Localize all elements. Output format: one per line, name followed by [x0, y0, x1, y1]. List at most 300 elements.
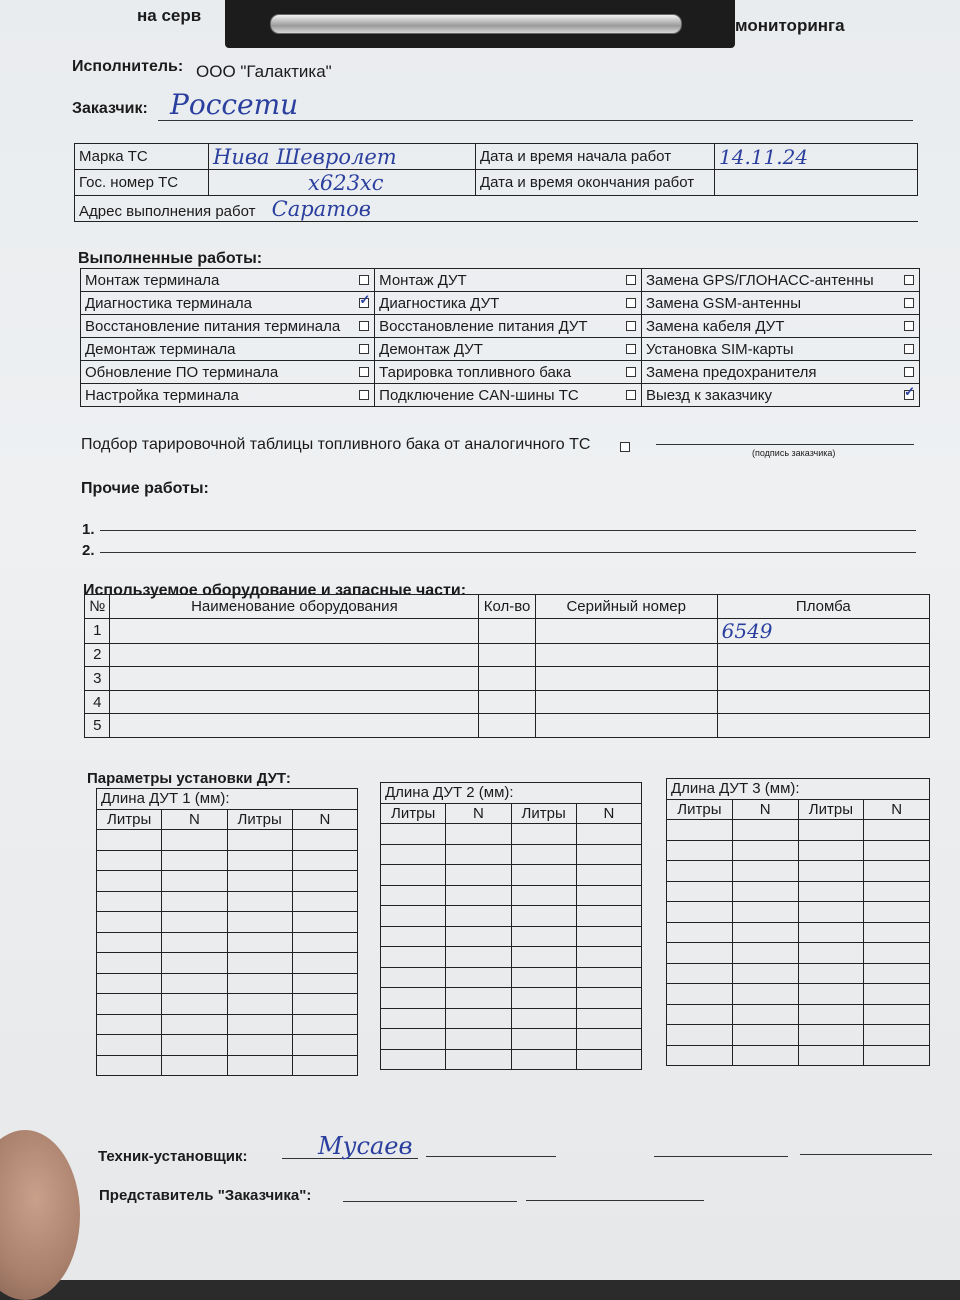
equipment-header: Наименование оборудования	[110, 595, 479, 619]
dut-row	[667, 820, 930, 841]
equipment-table	[84, 594, 930, 738]
dut-cell	[732, 922, 798, 943]
dut-header-row	[381, 803, 642, 824]
customer-sign-line	[656, 444, 914, 445]
end-label: Дата и время окончания работ	[476, 170, 715, 196]
dut-cell	[381, 906, 446, 927]
dut-row	[381, 1029, 642, 1050]
dut-cell	[381, 947, 446, 968]
work-checkbox[interactable]	[626, 275, 636, 285]
works-title: Выполненные работы:	[78, 250, 263, 267]
dut-cell	[798, 963, 864, 984]
dut-cell	[97, 1055, 162, 1076]
equipment-row	[85, 667, 930, 691]
dut-cell	[732, 902, 798, 923]
dut-cell	[227, 1055, 292, 1076]
equipment-header: Пломба	[717, 595, 929, 619]
dut-cell	[798, 1025, 864, 1046]
dut-cell	[292, 871, 357, 892]
equipment-title: Используемое оборудование и запасные части:	[83, 582, 467, 599]
equipment-seal-cell	[717, 690, 929, 714]
dut-cell	[227, 1035, 292, 1056]
equipment-cell	[110, 667, 479, 691]
dut-cell	[446, 1029, 511, 1050]
dut-header: N	[446, 803, 511, 824]
other-item-2: 2.	[82, 542, 95, 559]
start-value: 14.11.24	[719, 144, 809, 169]
start-cell	[715, 144, 918, 170]
work-checkbox[interactable]	[626, 298, 636, 308]
work-label: Замена GSM-антенны	[641, 292, 899, 315]
work-checkbox[interactable]	[359, 390, 369, 400]
work-label: Восстановление питания терминала	[81, 315, 355, 338]
dut-cell	[97, 1014, 162, 1035]
header-title-left: на серв	[137, 6, 202, 25]
equipment-row	[85, 714, 930, 738]
dut-title-row	[667, 779, 930, 800]
dut-cell	[864, 1004, 930, 1025]
equipment-cell	[479, 690, 536, 714]
works-row	[81, 338, 920, 361]
dut-cell	[576, 1008, 641, 1029]
dut-cell	[162, 932, 227, 953]
dut-row	[381, 947, 642, 968]
dut-cell	[162, 1014, 227, 1035]
dut-cell	[227, 932, 292, 953]
equipment-seal-cell	[717, 643, 929, 667]
representative-line-2	[526, 1200, 704, 1201]
work-checkbox[interactable]	[359, 298, 369, 308]
dut-cell	[511, 988, 576, 1009]
dut-row	[97, 932, 358, 953]
other-title: Прочие работы:	[81, 480, 209, 497]
dut-header: Литры	[227, 809, 292, 830]
dut-header: Литры	[97, 809, 162, 830]
clipboard-bar	[270, 14, 682, 34]
dut-cell	[162, 912, 227, 933]
equipment-seal-cell	[717, 618, 929, 643]
equipment-seal-cell	[717, 667, 929, 691]
dut-cell	[864, 943, 930, 964]
equipment-cell	[110, 643, 479, 667]
dut-cell	[97, 871, 162, 892]
dut-table-title: Длина ДУТ 1 (мм):	[97, 789, 358, 810]
other-item-1: 1.	[82, 521, 95, 538]
work-checkbox-cell	[899, 338, 919, 361]
dut-table	[666, 778, 930, 1066]
dut-cell	[511, 967, 576, 988]
calibration-checkbox[interactable]	[620, 442, 630, 452]
work-checkbox-cell	[621, 361, 641, 384]
dut-cell	[446, 988, 511, 1009]
dut-cell	[864, 1025, 930, 1046]
dut-cell	[732, 840, 798, 861]
work-checkbox-cell	[355, 338, 375, 361]
customer-label: Заказчик:	[72, 100, 148, 117]
address-value: Саратов	[271, 196, 371, 221]
dut-cell	[732, 984, 798, 1005]
dut-cell	[798, 943, 864, 964]
customer-value: Россети	[170, 88, 299, 121]
dut-header: Литры	[381, 803, 446, 824]
technician-line-3	[654, 1156, 788, 1157]
dut-cell	[381, 926, 446, 947]
plate-value: х623хс	[308, 170, 384, 195]
work-label: Замена предохранителя	[641, 361, 899, 384]
dut-cell	[446, 1008, 511, 1029]
equipment-cell	[110, 690, 479, 714]
work-label: Демонтаж ДУТ	[375, 338, 622, 361]
address-label: Адрес выполнения работ	[79, 202, 256, 220]
plate-cell	[209, 170, 476, 196]
equipment-cell	[479, 643, 536, 667]
work-label: Восстановление питания ДУТ	[375, 315, 622, 338]
executor-value: ООО "Галактика"	[196, 62, 332, 81]
dut-cell	[864, 902, 930, 923]
dut-cell	[227, 994, 292, 1015]
dut-row	[381, 824, 642, 845]
dut-cell	[227, 830, 292, 851]
equipment-row-number: 1	[85, 618, 110, 643]
dut-cell	[511, 926, 576, 947]
dut-cell	[798, 861, 864, 882]
dut-cell	[798, 1004, 864, 1025]
dut-cell	[667, 1045, 733, 1066]
equipment-cell	[479, 667, 536, 691]
dut-cell	[576, 865, 641, 886]
dut-cell	[576, 967, 641, 988]
dut-cell	[227, 1014, 292, 1035]
work-checkbox-cell	[899, 292, 919, 315]
dut-cell	[162, 1055, 227, 1076]
dut-cell	[667, 902, 733, 923]
work-checkbox[interactable]	[359, 344, 369, 354]
dut-table	[96, 788, 358, 1076]
dut-cell	[667, 1025, 733, 1046]
dut-cell	[292, 850, 357, 871]
dut-row	[667, 861, 930, 882]
dut-header: N	[732, 799, 798, 820]
dut-row	[97, 994, 358, 1015]
equipment-cell	[110, 714, 479, 738]
dut-cell	[511, 865, 576, 886]
dut-row	[667, 984, 930, 1005]
dut-row	[667, 881, 930, 902]
dut-cell	[732, 881, 798, 902]
dut-cell	[511, 947, 576, 968]
dut-cell	[667, 861, 733, 882]
equipment-header: №	[85, 595, 110, 619]
equipment-header-row	[85, 595, 930, 619]
other-line-1	[100, 530, 916, 531]
work-checkbox[interactable]	[359, 321, 369, 331]
vehicle-table	[74, 143, 918, 222]
equipment-seal-cell	[717, 714, 929, 738]
dut-cell	[732, 861, 798, 882]
dut-cell	[798, 984, 864, 1005]
dut-cell	[446, 885, 511, 906]
works-row	[81, 315, 920, 338]
equipment-cell	[535, 667, 717, 691]
brand-value: Нива Шевролет	[213, 144, 397, 169]
equipment-header: Серийный номер	[535, 595, 717, 619]
dut-row	[381, 885, 642, 906]
dut-cell	[511, 824, 576, 845]
dut-row	[667, 963, 930, 984]
dut-row	[97, 871, 358, 892]
dut-cell	[381, 1008, 446, 1029]
work-checkbox-cell	[355, 292, 375, 315]
dut-cell	[292, 1055, 357, 1076]
dut-cell	[576, 926, 641, 947]
header-title-right: мониторинга	[735, 16, 845, 35]
dut-cell	[732, 1004, 798, 1025]
dut-cell	[667, 922, 733, 943]
equipment-row	[85, 618, 930, 643]
dut-row	[381, 906, 642, 927]
dut-table	[380, 782, 642, 1070]
work-label: Монтаж терминала	[81, 269, 355, 292]
work-checkbox-cell	[621, 384, 641, 407]
works-row	[81, 269, 920, 292]
dut-cell	[576, 906, 641, 927]
dut-cell	[162, 871, 227, 892]
representative-label: Представитель "Заказчика":	[99, 1187, 312, 1204]
dut-cell	[864, 861, 930, 882]
work-label: Настройка терминала	[81, 384, 355, 407]
work-checkbox[interactable]	[626, 390, 636, 400]
dut-header: Литры	[798, 799, 864, 820]
dut-row	[97, 973, 358, 994]
dut-cell	[576, 844, 641, 865]
dut-cell	[732, 1045, 798, 1066]
dut-row	[667, 1045, 930, 1066]
dut-cell	[667, 820, 733, 841]
dut-cell	[97, 891, 162, 912]
dut-cell	[381, 1049, 446, 1070]
technician-line-4	[800, 1154, 932, 1155]
dut-cell	[667, 943, 733, 964]
dut-cell	[381, 967, 446, 988]
work-label: Замена кабеля ДУТ	[641, 315, 899, 338]
dut-cell	[511, 1029, 576, 1050]
work-checkbox[interactable]	[626, 367, 636, 377]
dut-cell	[162, 994, 227, 1015]
equipment-cell	[535, 714, 717, 738]
dut-cell	[667, 984, 733, 1005]
technician-label: Техник-установщик:	[98, 1148, 248, 1165]
work-checkbox-cell	[355, 315, 375, 338]
dut-cell	[864, 1045, 930, 1066]
dut-cell	[798, 840, 864, 861]
work-checkbox[interactable]	[626, 344, 636, 354]
dut-cell	[798, 1045, 864, 1066]
work-checkbox[interactable]	[904, 367, 914, 377]
work-checkbox[interactable]	[359, 367, 369, 377]
dut-row	[381, 1008, 642, 1029]
dut-cell	[97, 994, 162, 1015]
dut-cell	[576, 1029, 641, 1050]
dut-row	[381, 844, 642, 865]
dut-title-row	[381, 783, 642, 804]
dut-cell	[576, 988, 641, 1009]
dut-cell	[162, 953, 227, 974]
dut-cell	[292, 1014, 357, 1035]
dut-cell	[227, 850, 292, 871]
dut-header: Литры	[667, 799, 733, 820]
dut-row	[97, 850, 358, 871]
dut-row	[381, 1049, 642, 1070]
dut-row	[667, 922, 930, 943]
dut-cell	[667, 1004, 733, 1025]
dut-cell	[446, 824, 511, 845]
dut-cell	[446, 865, 511, 886]
dut-cell	[511, 885, 576, 906]
dut-cell	[667, 963, 733, 984]
address-row	[75, 196, 918, 222]
dut-row	[97, 1035, 358, 1056]
equipment-row-number: 4	[85, 690, 110, 714]
dut-cell	[576, 885, 641, 906]
dut-cell	[227, 871, 292, 892]
equipment-row-number: 3	[85, 667, 110, 691]
dut-cell	[381, 824, 446, 845]
dut-cell	[732, 963, 798, 984]
dut-row	[667, 1004, 930, 1025]
work-checkbox-cell	[899, 315, 919, 338]
brand-label: Марка ТС	[75, 144, 209, 170]
dut-cell	[97, 953, 162, 974]
dut-cell	[446, 967, 511, 988]
work-label: Замена GPS/ГЛОНАСС-антенны	[641, 269, 899, 292]
dut-cell	[97, 912, 162, 933]
dut-cell	[162, 830, 227, 851]
dut-cell	[446, 926, 511, 947]
dut-cell	[292, 912, 357, 933]
dut-cell	[227, 953, 292, 974]
works-table	[80, 268, 920, 407]
dut-cell	[292, 891, 357, 912]
end-value	[715, 170, 918, 196]
dut-cell	[227, 891, 292, 912]
dut-cell	[864, 820, 930, 841]
dut-header: N	[162, 809, 227, 830]
dut-cell	[798, 902, 864, 923]
dut-cell	[446, 947, 511, 968]
work-checkbox-cell	[355, 384, 375, 407]
dut-cell	[446, 844, 511, 865]
dut-cell	[292, 932, 357, 953]
work-checkbox[interactable]	[904, 344, 914, 354]
dut-row	[381, 865, 642, 886]
work-label: Установка SIM-карты	[641, 338, 899, 361]
dut-cell	[97, 932, 162, 953]
dut-row	[97, 1014, 358, 1035]
dut-cell	[864, 881, 930, 902]
dut-cell	[732, 820, 798, 841]
work-label: Выезд к заказчику	[641, 384, 899, 407]
dut-header: N	[576, 803, 641, 824]
work-checkbox[interactable]	[904, 390, 914, 400]
dut-cell	[798, 820, 864, 841]
representative-line-1	[343, 1201, 517, 1202]
dut-row	[97, 891, 358, 912]
dut-row	[97, 830, 358, 851]
equipment-row	[85, 690, 930, 714]
work-label: Тарировка топливного бака	[375, 361, 622, 384]
work-label: Обновление ПО терминала	[81, 361, 355, 384]
other-line-2	[100, 552, 916, 553]
dut-cell	[864, 922, 930, 943]
dut-table-title: Длина ДУТ 2 (мм):	[381, 783, 642, 804]
dut-row	[667, 943, 930, 964]
equipment-cell	[110, 618, 479, 643]
equipment-cell	[479, 618, 536, 643]
dut-row	[381, 988, 642, 1009]
dut-cell	[381, 865, 446, 886]
dut-cell	[381, 844, 446, 865]
technician-line-2	[426, 1156, 556, 1157]
technician-signature: Мусаев	[318, 1132, 413, 1160]
dut-row	[97, 953, 358, 974]
work-checkbox[interactable]	[904, 321, 914, 331]
dut-header: N	[864, 799, 930, 820]
work-checkbox-cell	[899, 384, 919, 407]
dut-row	[667, 840, 930, 861]
work-checkbox-cell	[355, 361, 375, 384]
work-label: Демонтаж терминала	[81, 338, 355, 361]
work-checkbox[interactable]	[904, 298, 914, 308]
plate-label: Гос. номер ТС	[75, 170, 209, 196]
work-checkbox-cell	[899, 361, 919, 384]
dut-cell	[798, 922, 864, 943]
dut-cell	[162, 973, 227, 994]
dut-cell	[292, 1035, 357, 1056]
equipment-cell	[535, 690, 717, 714]
dut-cell	[864, 840, 930, 861]
dut-cell	[667, 881, 733, 902]
dut-cell	[511, 1049, 576, 1070]
dut-cell	[511, 1008, 576, 1029]
work-checkbox-cell	[621, 338, 641, 361]
dut-cell	[162, 850, 227, 871]
work-checkbox-cell	[621, 292, 641, 315]
start-label: Дата и время начала работ	[476, 144, 715, 170]
dut-cell	[864, 963, 930, 984]
dut-cell	[798, 881, 864, 902]
dut-cell	[97, 850, 162, 871]
dut-cell	[511, 906, 576, 927]
dut-cell	[576, 1049, 641, 1070]
work-label: Монтаж ДУТ	[375, 269, 622, 292]
dut-header: N	[292, 809, 357, 830]
dut-cell	[446, 1049, 511, 1070]
dut-row	[667, 1025, 930, 1046]
work-label: Диагностика терминала	[81, 292, 355, 315]
dut-header: Литры	[511, 803, 576, 824]
work-checkbox[interactable]	[626, 321, 636, 331]
dut-cell	[667, 840, 733, 861]
dut-cell	[292, 830, 357, 851]
dut-cell	[511, 844, 576, 865]
equipment-row-number: 5	[85, 714, 110, 738]
dut-cell	[864, 984, 930, 1005]
dut-cell	[381, 885, 446, 906]
customer-sign-caption: (подпись заказчика)	[752, 448, 836, 458]
work-checkbox[interactable]	[359, 275, 369, 285]
work-checkbox[interactable]	[904, 275, 914, 285]
equipment-cell	[535, 618, 717, 643]
